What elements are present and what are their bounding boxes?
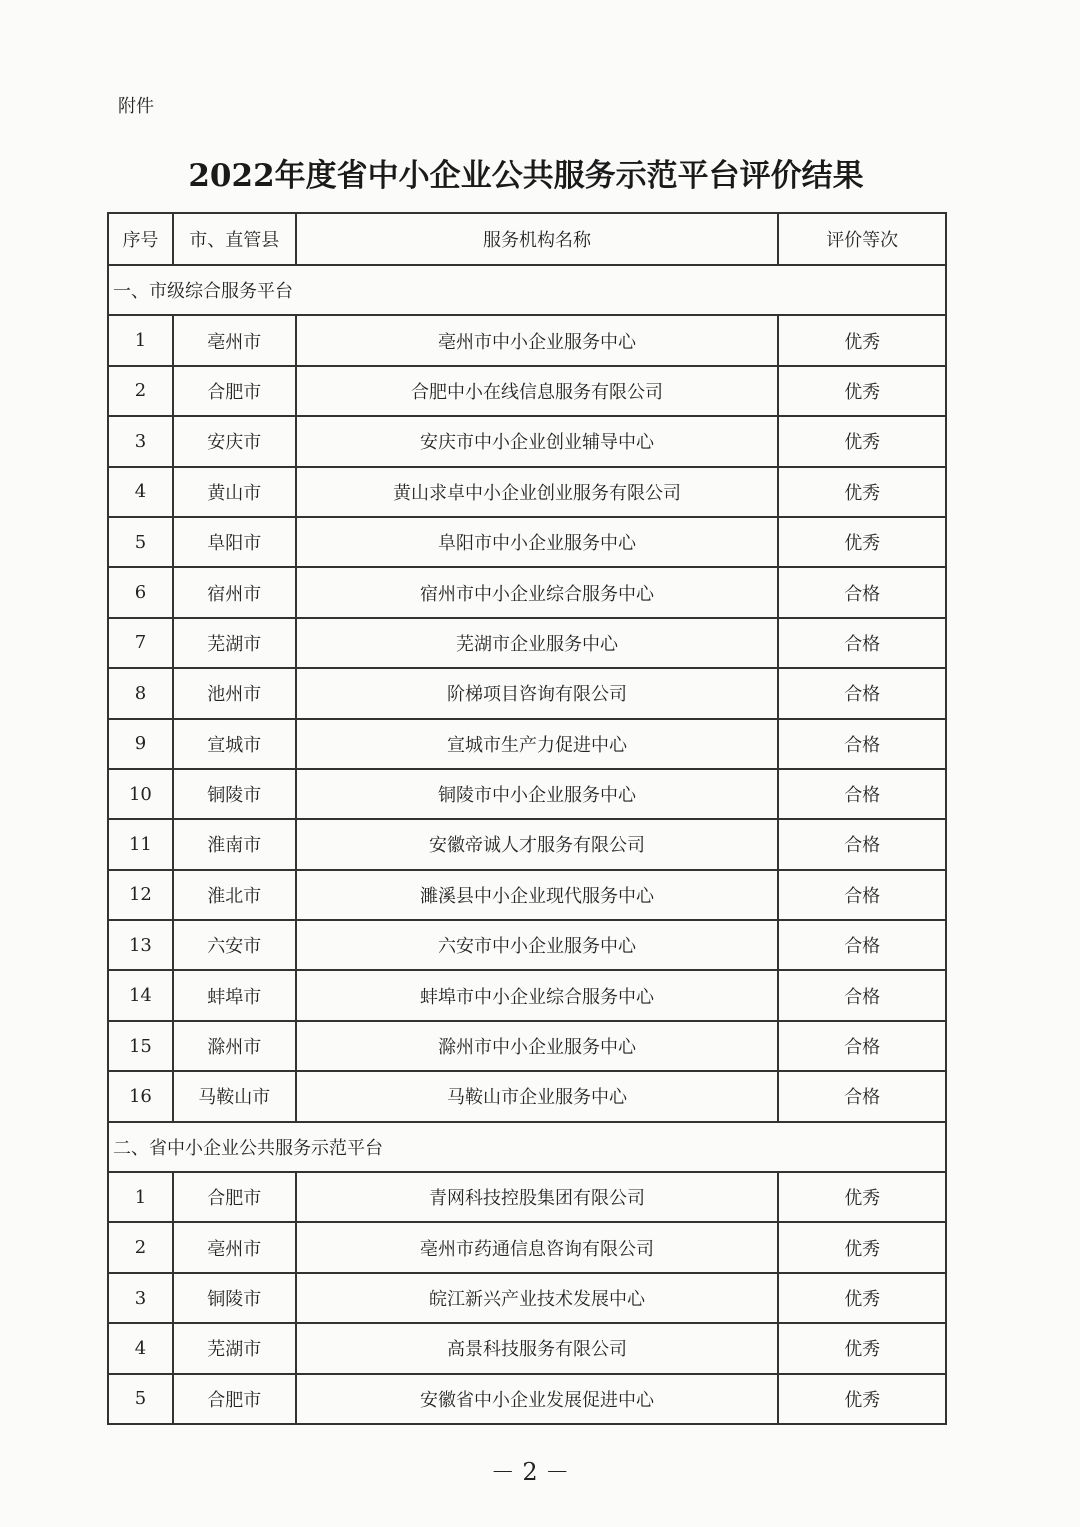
cell-organization: 宣城市生产力促进中心: [296, 719, 779, 769]
table-row: [108, 719, 946, 769]
cell-rating: 优秀: [778, 517, 946, 567]
table-row: [108, 416, 946, 466]
table-row: [108, 1172, 946, 1222]
cell-city: 亳州市: [173, 315, 296, 365]
cell-city: 马鞍山市: [173, 1071, 296, 1121]
cell-organization: 宿州市中小企业综合服务中心: [296, 567, 779, 617]
cell-organization: 阜阳市中小企业服务中心: [296, 517, 779, 567]
cell-rating: 合格: [778, 870, 946, 920]
section-row: [108, 265, 946, 315]
evaluation-results-table: [107, 212, 947, 1425]
cell-organization: 濉溪县中小企业现代服务中心: [296, 870, 779, 920]
cell-city: 池州市: [173, 668, 296, 718]
cell-organization: 芜湖市企业服务中心: [296, 618, 779, 668]
cell-rating: 合格: [778, 618, 946, 668]
cell-index: 7: [108, 618, 173, 668]
table-row: [108, 1273, 946, 1323]
cell-index: 14: [108, 970, 173, 1020]
table-row: [108, 567, 946, 617]
cell-index: 10: [108, 769, 173, 819]
cell-index: 12: [108, 870, 173, 920]
cell-city: 合肥市: [173, 366, 296, 416]
cell-rating: 合格: [778, 668, 946, 718]
cell-city: 蚌埠市: [173, 970, 296, 1020]
table-row: [108, 920, 946, 970]
cell-index: 4: [108, 1323, 173, 1373]
cell-index: 5: [108, 1374, 173, 1424]
cell-city: 宿州市: [173, 567, 296, 617]
cell-organization: 皖江新兴产业技术发展中心: [296, 1273, 779, 1323]
cell-index: 3: [108, 416, 173, 466]
cell-index: 11: [108, 819, 173, 869]
cell-index: 4: [108, 467, 173, 517]
cell-rating: 合格: [778, 719, 946, 769]
cell-index: 5: [108, 517, 173, 567]
section-label: 一、市级综合服务平台: [108, 265, 946, 315]
header-organization: 服务机构名称: [296, 213, 779, 265]
section-label: 二、省中小企业公共服务示范平台: [108, 1122, 946, 1172]
cell-rating: 优秀: [778, 1374, 946, 1424]
cell-city: 合肥市: [173, 1172, 296, 1222]
cell-rating: 合格: [778, 819, 946, 869]
cell-rating: 合格: [778, 970, 946, 1020]
table-row: [108, 517, 946, 567]
cell-index: 1: [108, 315, 173, 365]
table-row: [108, 467, 946, 517]
cell-rating: 优秀: [778, 1222, 946, 1272]
cell-index: 15: [108, 1021, 173, 1071]
table-row: [108, 1374, 946, 1424]
cell-rating: 优秀: [778, 315, 946, 365]
cell-organization: 阶梯项目咨询有限公司: [296, 668, 779, 718]
cell-organization: 蚌埠市中小企业综合服务中心: [296, 970, 779, 1020]
cell-rating: 优秀: [778, 366, 946, 416]
cell-organization: 黄山求卓中小企业创业服务有限公司: [296, 467, 779, 517]
header-index: 序号: [108, 213, 173, 265]
table-row: [108, 870, 946, 920]
cell-organization: 安徽省中小企业发展促进中心: [296, 1374, 779, 1424]
cell-index: 8: [108, 668, 173, 718]
cell-index: 1: [108, 1172, 173, 1222]
cell-city: 阜阳市: [173, 517, 296, 567]
table-row: [108, 819, 946, 869]
cell-index: 3: [108, 1273, 173, 1323]
header-city: 市、直管县: [173, 213, 296, 265]
cell-city: 六安市: [173, 920, 296, 970]
table-row: [108, 315, 946, 365]
cell-index: 6: [108, 567, 173, 617]
cell-index: 16: [108, 1071, 173, 1121]
cell-organization: 安徽帝诚人才服务有限公司: [296, 819, 779, 869]
cell-city: 安庆市: [173, 416, 296, 466]
cell-rating: 优秀: [778, 1273, 946, 1323]
cell-rating: 合格: [778, 1021, 946, 1071]
cell-index: 2: [108, 1222, 173, 1272]
cell-organization: 亳州市中小企业服务中心: [296, 315, 779, 365]
cell-index: 13: [108, 920, 173, 970]
cell-rating: 合格: [778, 1071, 946, 1121]
cell-organization: 合肥中小在线信息服务有限公司: [296, 366, 779, 416]
cell-rating: 优秀: [778, 1172, 946, 1222]
table-row: [108, 1222, 946, 1272]
cell-city: 合肥市: [173, 1374, 296, 1424]
cell-city: 滁州市: [173, 1021, 296, 1071]
cell-organization: 高景科技服务有限公司: [296, 1323, 779, 1373]
cell-city: 铜陵市: [173, 1273, 296, 1323]
table-row: [108, 366, 946, 416]
table-row: [108, 668, 946, 718]
cell-city: 铜陵市: [173, 769, 296, 819]
cell-organization: 六安市中小企业服务中心: [296, 920, 779, 970]
cell-organization: 安庆市中小企业创业辅导中心: [296, 416, 779, 466]
cell-rating: 优秀: [778, 1323, 946, 1373]
cell-rating: 优秀: [778, 467, 946, 517]
table-row: [108, 1323, 946, 1373]
cell-city: 亳州市: [173, 1222, 296, 1272]
cell-city: 淮南市: [173, 819, 296, 869]
cell-rating: 优秀: [778, 416, 946, 466]
table-row: [108, 1071, 946, 1121]
header-rating: 评价等次: [778, 213, 946, 265]
cell-rating: 合格: [778, 769, 946, 819]
cell-organization: 青网科技控股集团有限公司: [296, 1172, 779, 1222]
cell-index: 9: [108, 719, 173, 769]
cell-organization: 滁州市中小企业服务中心: [296, 1021, 779, 1071]
cell-organization: 铜陵市中小企业服务中心: [296, 769, 779, 819]
cell-organization: 马鞍山市企业服务中心: [296, 1071, 779, 1121]
cell-city: 黄山市: [173, 467, 296, 517]
attachment-label: 附件: [118, 96, 154, 117]
table-row: [108, 1021, 946, 1071]
table-header-row: [108, 213, 946, 265]
section-row: [108, 1122, 946, 1172]
document-title: 2022年度省中小企业公共服务示范平台评价结果: [188, 158, 864, 194]
table-row: [108, 618, 946, 668]
cell-city: 淮北市: [173, 870, 296, 920]
cell-city: 芜湖市: [173, 618, 296, 668]
table-row: [108, 769, 946, 819]
page-number: － 2 －: [490, 1458, 570, 1486]
cell-index: 2: [108, 366, 173, 416]
cell-rating: 合格: [778, 567, 946, 617]
table-row: [108, 970, 946, 1020]
cell-rating: 合格: [778, 920, 946, 970]
cell-organization: 亳州市药通信息咨询有限公司: [296, 1222, 779, 1272]
cell-city: 芜湖市: [173, 1323, 296, 1373]
cell-city: 宣城市: [173, 719, 296, 769]
